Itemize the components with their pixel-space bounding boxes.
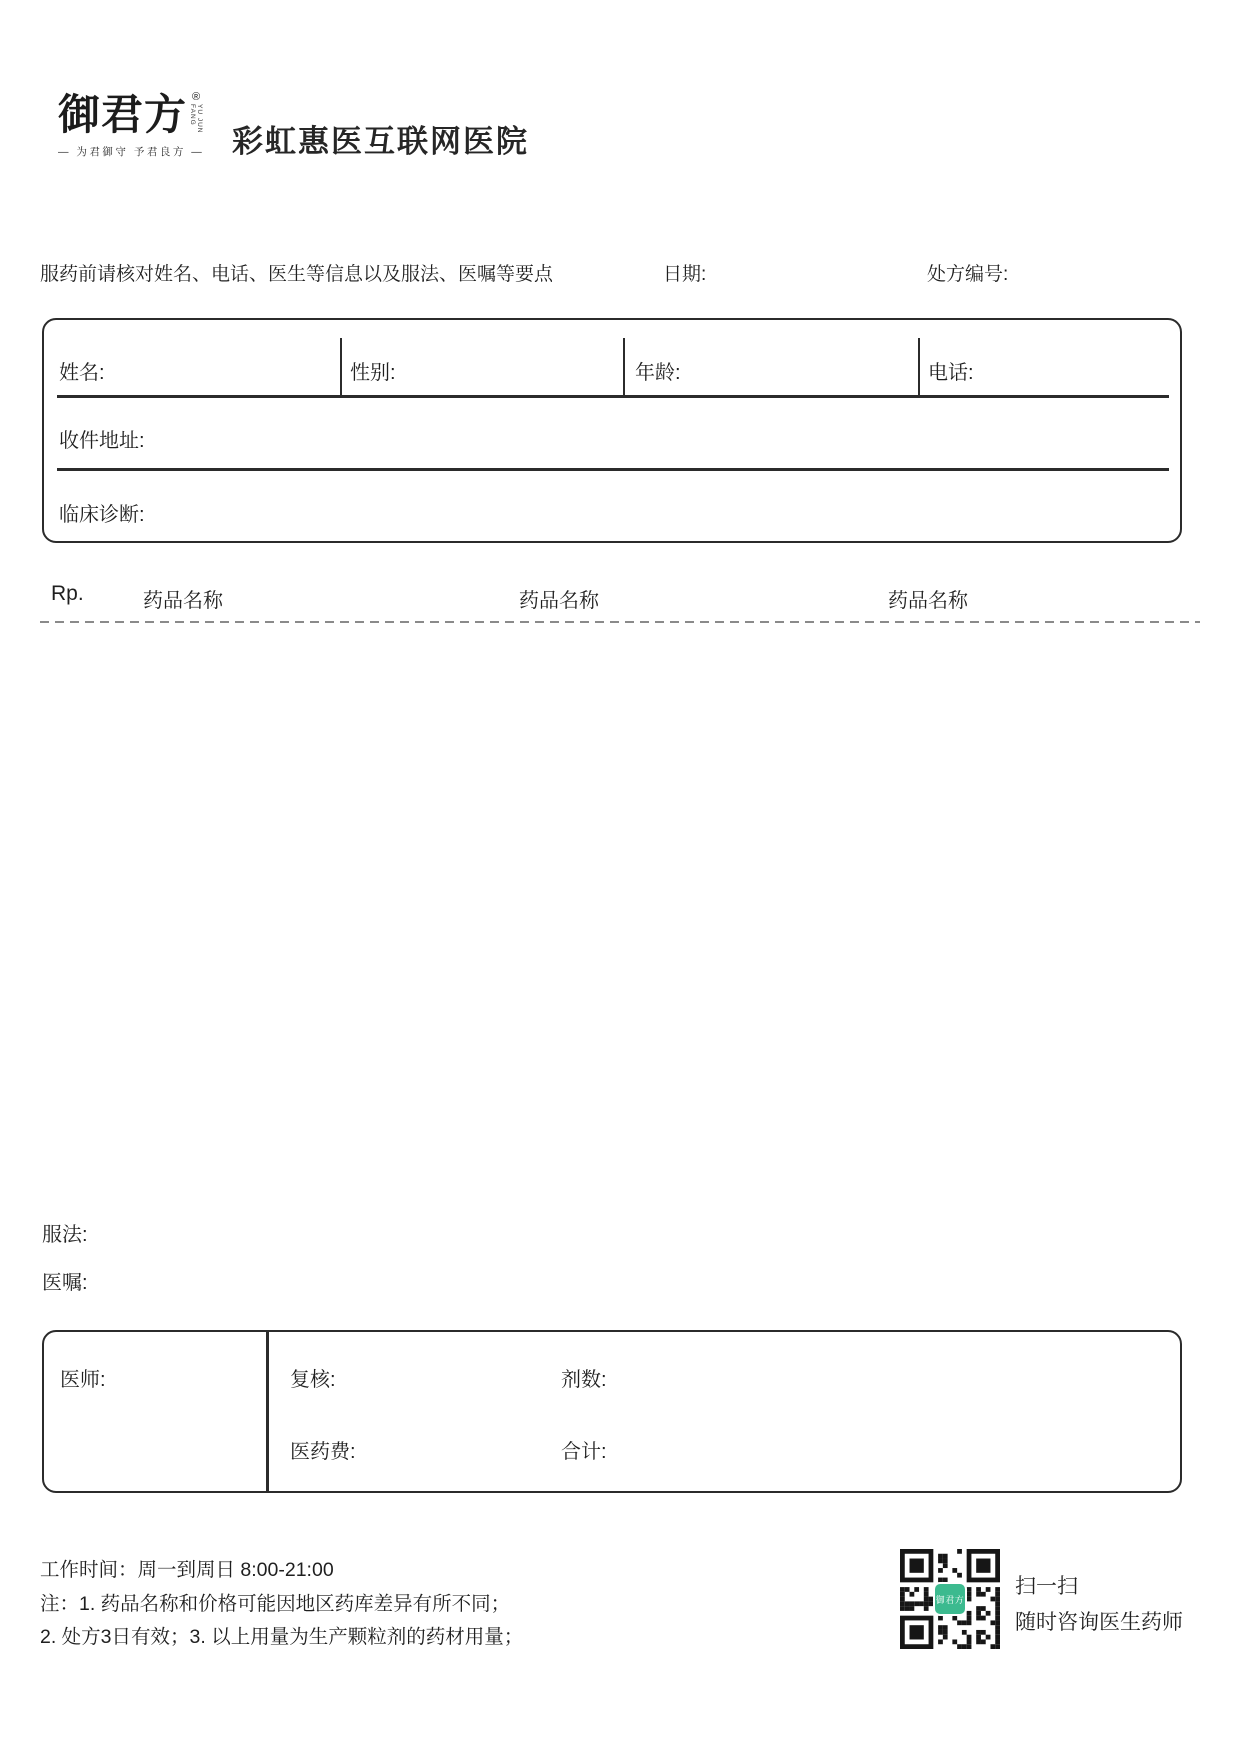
rp-dashed-separator [40, 621, 1200, 623]
verification-notice: 服药前请核对姓名、电话、医生等信息以及服法、医嘱等要点 [40, 264, 554, 285]
qr-scan-label: 扫一扫 [1015, 1575, 1078, 1598]
patient-info-box [42, 318, 1182, 543]
review-label: 复核: [290, 1369, 336, 1391]
brand-logo-text: 御君方 [58, 90, 188, 139]
signoff-box [42, 1330, 1182, 1493]
brand-logo-pinyin: YU JUN FANG [189, 104, 204, 134]
drug-name-column-header: 药品名称 [888, 590, 968, 612]
registered-trademark-icon: ® [191, 91, 201, 103]
doses-label: 剂数: [561, 1369, 607, 1391]
doctor-advice-label: 医嘱: [42, 1272, 88, 1294]
patient-gender-label: 性别: [350, 362, 396, 384]
usage-method-label: 服法: [42, 1224, 88, 1246]
drug-name-column-header: 药品名称 [519, 590, 599, 612]
qr-consult-label: 随时咨询医生药师 [1015, 1611, 1183, 1634]
rp-label: Rp. [51, 582, 84, 605]
drug-name-column-header: 药品名称 [143, 590, 223, 612]
shipping-address-label: 收件地址: [59, 430, 145, 452]
qr-code [900, 1549, 1000, 1649]
footer-note-2: 2. 处方3日有效；3. 以上用量为生产颗粒剂的药材用量； [40, 1626, 524, 1648]
signoff-divider [266, 1332, 269, 1491]
brand-logo [58, 92, 228, 159]
field-divider [340, 338, 342, 395]
field-divider [623, 338, 625, 395]
working-hours: 工作时间：周一到周日 8:00-21:00 [40, 1559, 334, 1581]
date-label: 日期: [663, 264, 707, 285]
prescription-number-label: 处方编号: [927, 264, 1009, 285]
field-divider [918, 338, 920, 395]
patient-phone-label: 电话: [928, 362, 974, 384]
row-divider [57, 468, 1169, 471]
qr-center-logo: 御君方 [933, 1582, 967, 1616]
brand-tagline: — 为君御守 予君良方 — [58, 146, 205, 158]
patient-name-label: 姓名: [59, 362, 105, 384]
clinical-diagnosis-label: 临床诊断: [59, 504, 145, 526]
medicine-fee-label: 医药费: [290, 1441, 356, 1463]
patient-age-label: 年龄: [635, 362, 681, 384]
total-label: 合计: [561, 1441, 607, 1463]
footer-note-1: 注：1. 药品名称和价格可能因地区药库差异有所不同； [40, 1593, 511, 1615]
hospital-name: 彩虹惠医互联网医院 [232, 124, 529, 159]
physician-label: 医师: [60, 1369, 106, 1391]
row-divider [57, 395, 1169, 398]
